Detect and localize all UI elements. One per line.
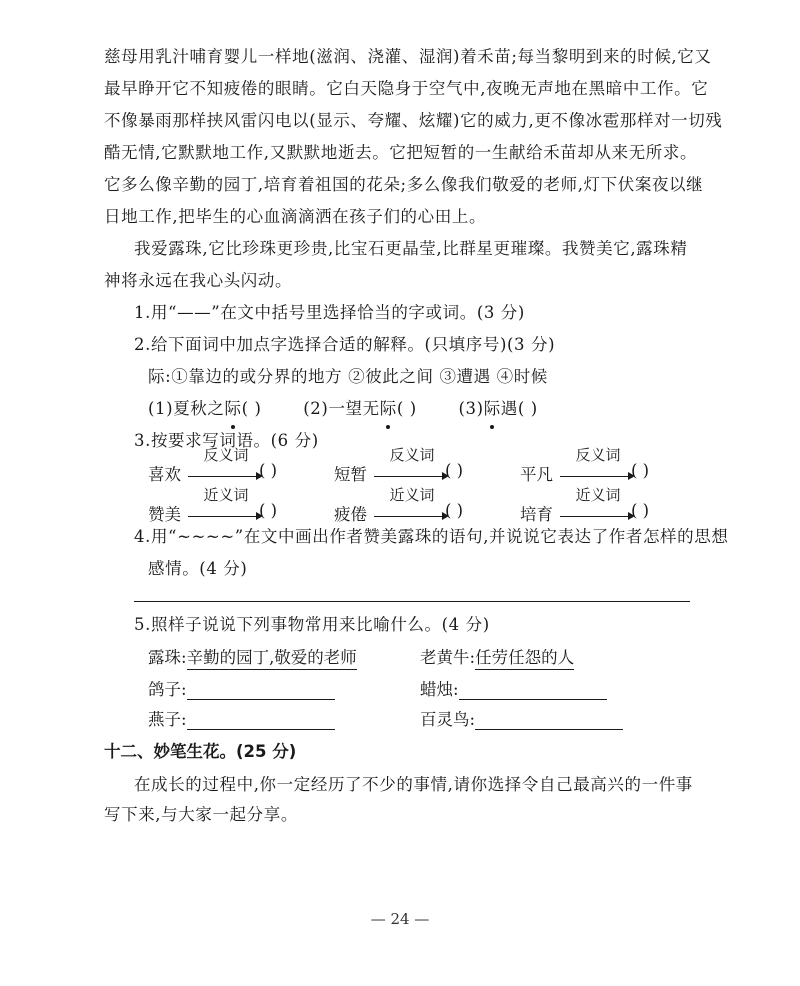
q2-item: (2)一望无际( ) xyxy=(303,399,422,418)
section-text: 在成长的过程中,你一定经历了不少的事情,请你选择令自己最高兴的一件事 xyxy=(134,775,693,794)
passage-line: 神将永远在我心头闪动。 xyxy=(104,271,293,290)
section-text: 写下来,与大家一起分享。 xyxy=(104,805,298,824)
answer-paren[interactable]: ( ) xyxy=(445,461,464,480)
question-5: 5.照样子说说下列事物常用来比喻什么。(4 分) xyxy=(134,615,490,634)
item-candle: 蜡烛: xyxy=(420,676,607,700)
dotted-char: 际 xyxy=(484,394,501,424)
page-number: — 24 — xyxy=(370,910,430,928)
dotted-char: 际 xyxy=(225,394,242,424)
fill-blank[interactable] xyxy=(459,681,607,700)
section-title: 十二、妙笔生花。(25 分) xyxy=(104,742,297,761)
passage-line: 它多么像辛勤的园丁,培育着祖国的花朵;多么像我们敬爱的老师,灯下伏案夜以继 xyxy=(104,175,704,194)
answer-paren[interactable]: ( ) xyxy=(631,501,650,520)
passage-line: 慈母用乳汁哺育婴儿一样地(滋润、浇灌、湿润)着禾苗;每当黎明到来的时候,它又 xyxy=(104,47,712,66)
antonym-row: 喜欢 反义词 ( ) 短暂 反义词 ( ) 平凡 反义词 ( ) xyxy=(148,446,650,484)
fill-blank[interactable] xyxy=(187,711,335,730)
passage-line: 日地工作,把毕生的心血滴滴洒在孩子们的心田上。 xyxy=(104,207,487,226)
answer-paren[interactable]: ( ) xyxy=(241,399,262,418)
question-2: 2.给下面词中加点字选择合适的解释。(只填序号)(3 分) xyxy=(134,335,556,354)
answer-paren[interactable]: ( ) xyxy=(396,399,417,418)
definition-list: 际:①靠边的或分界的地方 ②彼此之间 ③遭遇 ④时候 xyxy=(148,367,548,386)
q2-item: (3)际遇( ) xyxy=(459,399,538,418)
answer-paren[interactable]: ( ) xyxy=(259,501,278,520)
passage-line: 不像暴雨那样挟风雷闪电以(显示、夸耀、炫耀)它的威力,更不像冰雹那样对一切残 xyxy=(104,111,723,130)
q2-item: (1)夏秋之际( ) xyxy=(148,399,267,418)
q2-items xyxy=(148,394,538,424)
synonym-row: 赞美 近义词 ( ) 疲倦 近义词 ( ) 培育 近义词 ( ) xyxy=(148,486,650,524)
answer-paren[interactable]: ( ) xyxy=(259,461,278,480)
answer-line[interactable] xyxy=(134,601,690,602)
fill-blank[interactable] xyxy=(187,681,335,700)
dotted-char: 际 xyxy=(380,394,397,424)
passage-line: 最早睁开它不知疲倦的眼睛。它白天隐身于空气中,夜晚无声地在黑暗中工作。它 xyxy=(104,79,709,98)
example-2: 老黄牛:任劳任怨的人 xyxy=(420,644,574,670)
answer-paren[interactable]: ( ) xyxy=(445,501,464,520)
question-4: 4.用“~~~~”在文中画出作者赞美露珠的语句,并说说它表达了作者怎样的思想 xyxy=(134,527,729,546)
item-swallow: 燕子: xyxy=(148,706,335,730)
item-lark: 百灵鸟: xyxy=(420,706,623,730)
question-3: 3.按要求写词语。(6 分) xyxy=(134,431,319,450)
item-pigeon: 鸽子: xyxy=(148,676,335,700)
passage-line: 酷无情,它默默地工作,又默默地逝去。它把短暂的一生献给禾苗却从来无所求。 xyxy=(104,143,698,162)
example-1: 露珠:辛勤的园丁,敬爱的老师 xyxy=(148,644,357,670)
question-1: 1.用“——”在文中括号里选择恰当的字或词。(3 分) xyxy=(134,303,525,322)
answer-paren[interactable]: ( ) xyxy=(631,461,650,480)
fill-blank[interactable] xyxy=(475,711,623,730)
question-4-cont: 感情。(4 分) xyxy=(148,559,248,578)
answer-paren[interactable]: ( ) xyxy=(517,399,538,418)
passage-line: 我爱露珠,它比珍珠更珍贵,比宝石更晶莹,比群星更璀璨。我赞美它,露珠精 xyxy=(134,239,688,258)
